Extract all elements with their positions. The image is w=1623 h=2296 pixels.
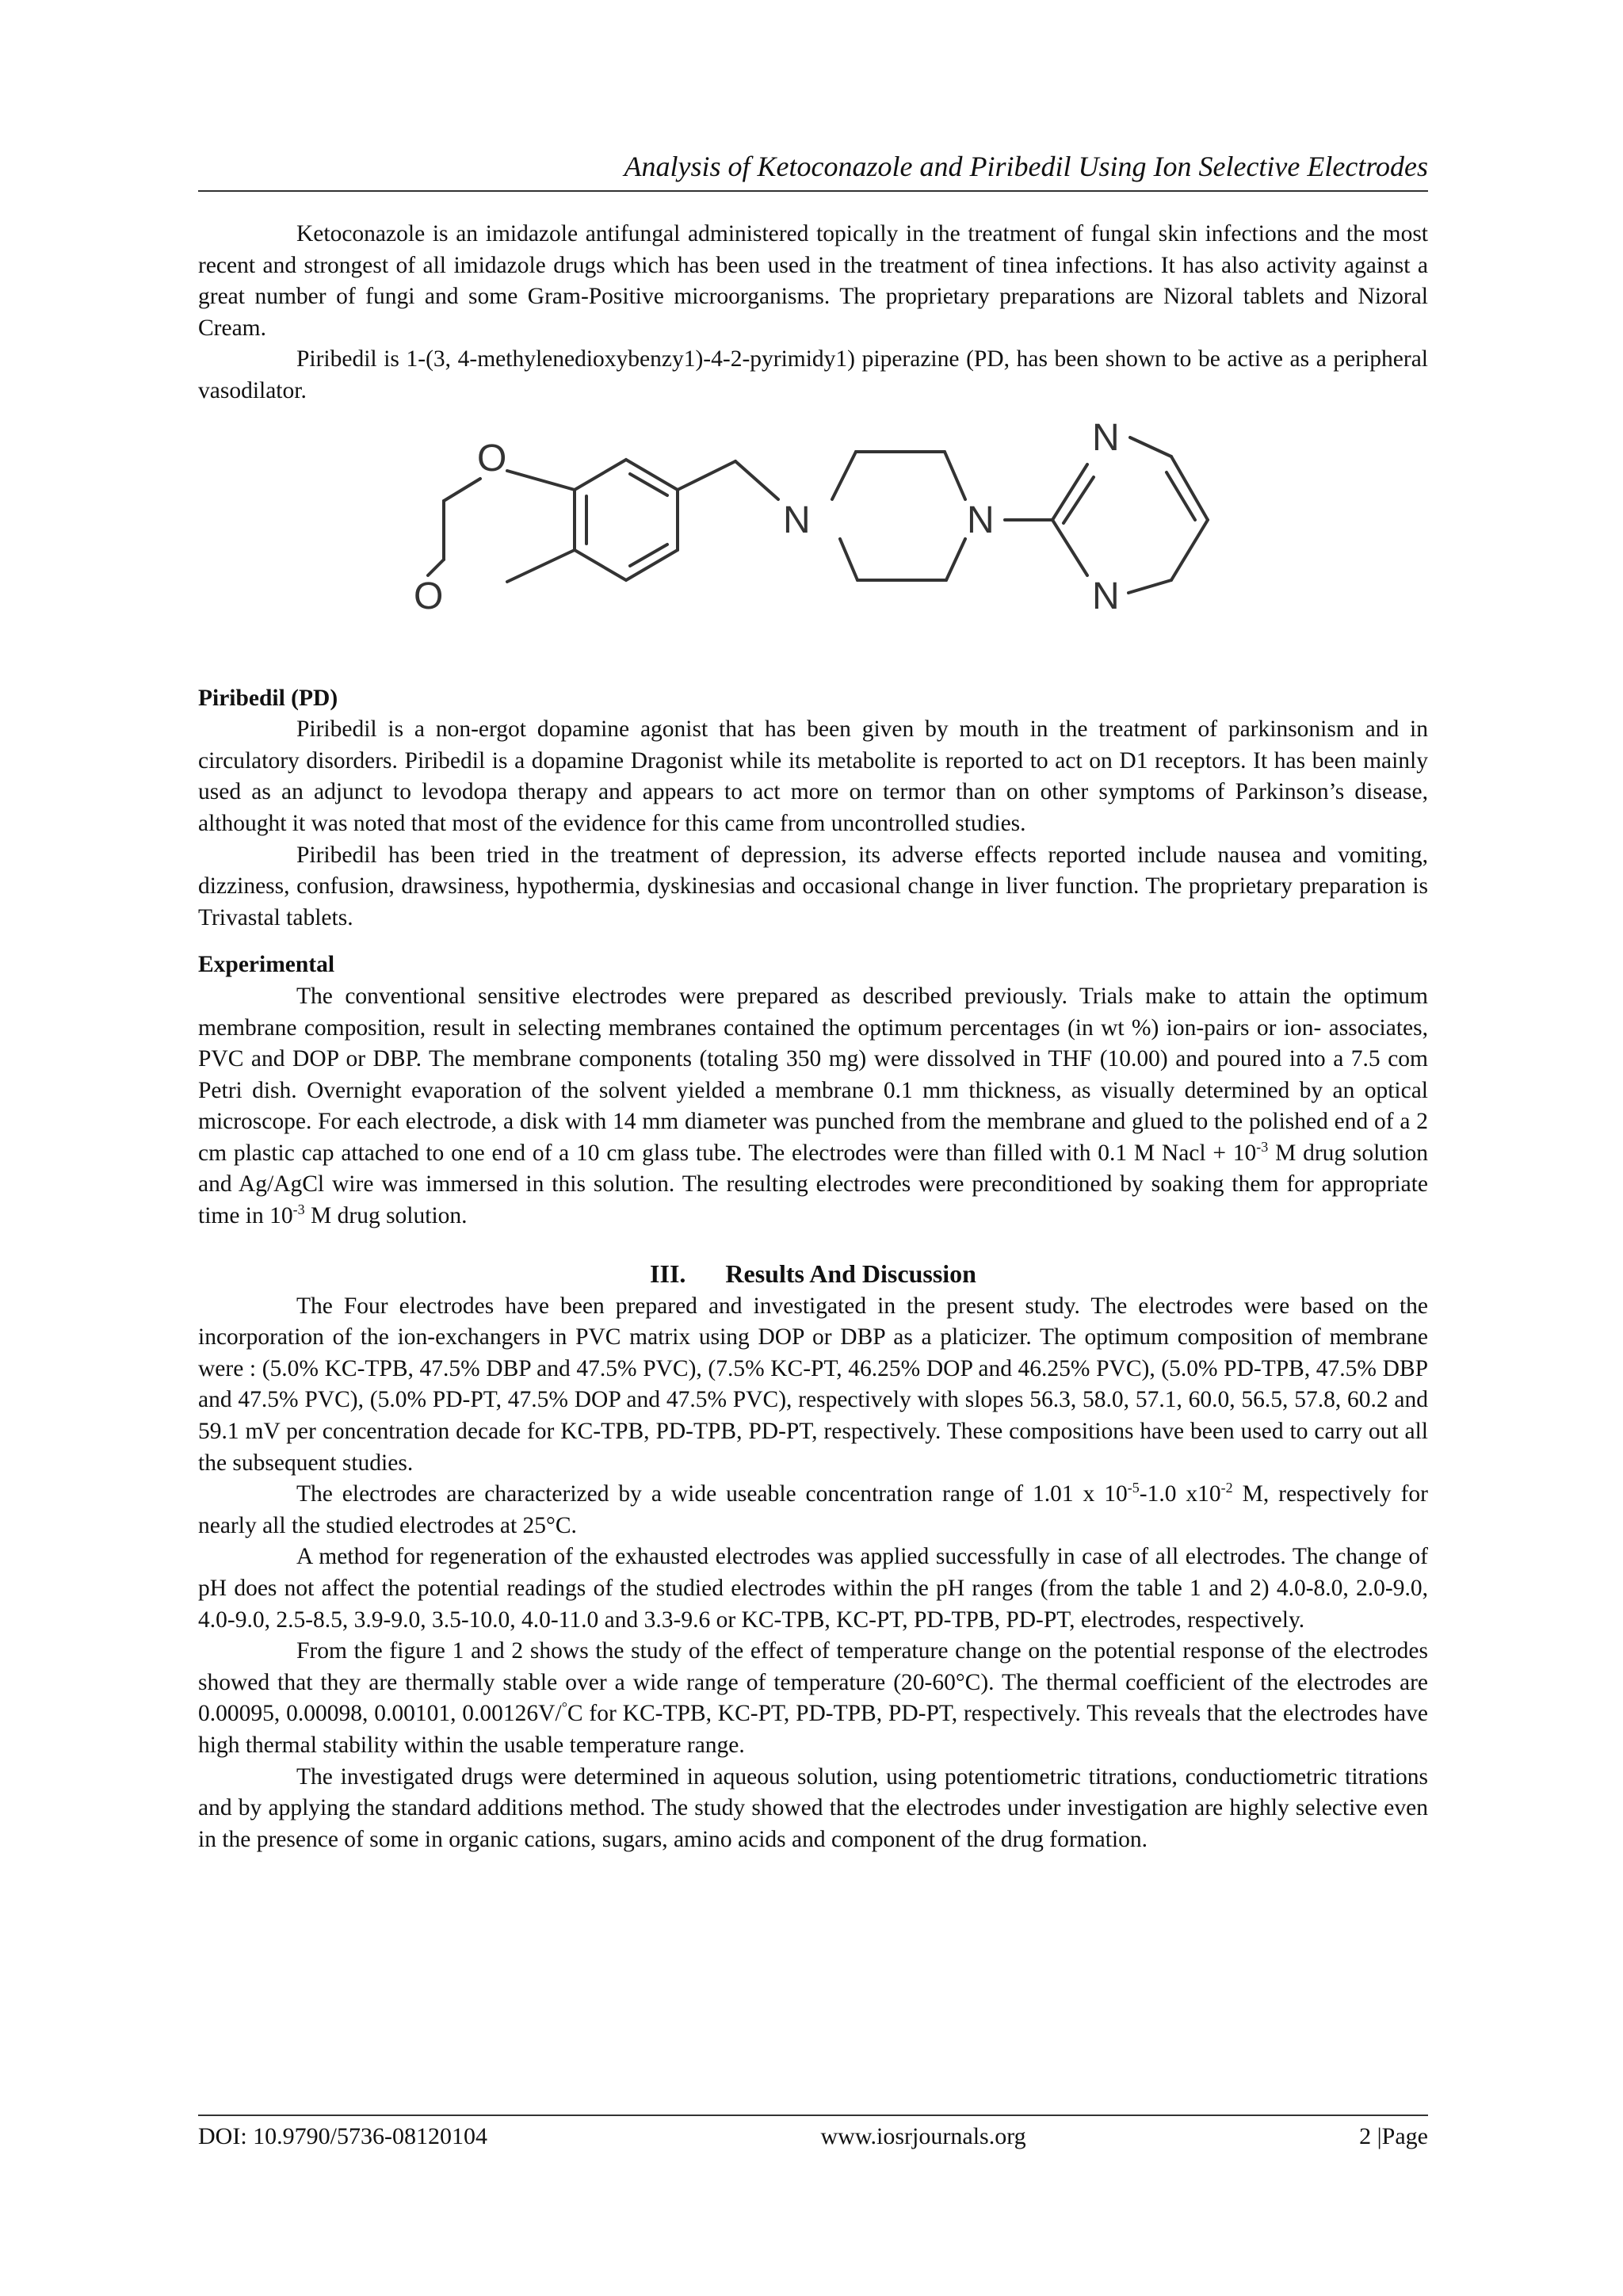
paragraph-piribedil-2: Piribedil has been tried in the treatment of depression, its adverse effects reported include nausea and vomiting, dizziness, confusion, drawsiness, hypothermia, dyskinesias and occasional change in liver function. The proprietary preparation is Trivastal tablets. xyxy=(198,842,1428,930)
results-2-text-a: The electrodes are characterized by a wide useable concentration range of 1.01 x 10 xyxy=(296,1481,1128,1507)
section-number: III. xyxy=(650,1259,686,1288)
heading-piribedil: Piribedil (PD) xyxy=(198,685,338,711)
paragraph-experimental xyxy=(198,981,1428,1232)
atom-label-n4: N xyxy=(1092,575,1120,617)
paragraph-results-3: A method for regeneration of the exhausted electrodes was applied successfully in case of all electrodes. The change of pH does not affect the potential readings of the studied electrodes within the pH ranges (from the table 1 and 2) 4.0-8.0, 2.0-9.0, 4.0-9.0, 2.5-8.5, 3.9-9.0, 3.5-10.0, 4.0-11.0 and 3.3-9.6 or KC-TPB, KC-PT, PD-TPB, PD-PT, electrodes, respectively. xyxy=(198,1544,1428,1633)
running-header: Analysis of Ketoconazole and Piribedil Using Ion Selective Electrodes xyxy=(624,151,1428,182)
paragraph-results-2 xyxy=(198,1479,1428,1541)
benzene-ring xyxy=(575,460,678,580)
experimental-superscript-2: -3 xyxy=(292,1201,305,1218)
results-4-degree-superscript: ° xyxy=(561,1699,567,1716)
main-body xyxy=(198,219,1428,1855)
heading-experimental: Experimental xyxy=(198,952,335,978)
paragraph-results-4 xyxy=(198,1636,1428,1761)
experimental-text-b: M drug solution and Ag/AgCl wire was immersed in this solution. The resulting electrodes were preconditioned by soaking them for appropriate time in 10 xyxy=(198,1140,1429,1229)
atom-label-n1: N xyxy=(783,499,811,541)
experimental-text-c: M drug solution. xyxy=(304,1203,468,1229)
results-2-superscript-2: -2 xyxy=(1220,1480,1233,1496)
results-4-text-b: C for KC-TPB, KC-PT, PD-TPB, PD-PT, respectively. This reveals that the electrodes have high thermal stability within the usable temperature range. xyxy=(198,1701,1428,1758)
piribedil-structure-figure xyxy=(198,412,1428,666)
page-footer xyxy=(198,2121,1428,2153)
results-2-superscript-1: -5 xyxy=(1127,1480,1140,1496)
results-4-text-a: From the figure 1 and 2 shows the study of the effect of temperature change on the potential response of the electrodes showed that they are thermally stable over a wide range of temperature (20-60°C). The thermal coefficient of the electrodes are 0.00095, 0.00098, 0.00101, 0.00126V/ xyxy=(198,1638,1428,1727)
paragraph-piribedil-definition: Piribedil is 1-(3, 4-methylenedioxybenzy1)-4-2-pyrimidy1) piperazine (PD, has been shown to be active as a peripheral vasodilator. xyxy=(198,346,1428,403)
section-title xyxy=(198,1256,1428,1291)
section-title-text: Results And Discussion xyxy=(725,1259,976,1288)
atom-label-n3: N xyxy=(1092,416,1120,459)
results-2-text-c: M, respectively for nearly all the studied electrodes at 25°C. xyxy=(198,1481,1428,1538)
footer-doi: DOI: 10.9790/5736-08120104 xyxy=(198,2123,487,2149)
experimental-text-a: The conventional sensitive electrodes were prepared as described previously. Trials make to attain the optimum membrane composition, result in selecting membranes contained the optimum percentages (in wt %) ion-pairs or ion- associates, PVC and DOP or DBP. The membrane components (totaling 350 mg) were dissolved in THF (10.00) and poured into a 7.5 com Petri dish. Overnight evaporation of the solvent yielded a membrane 0.1 mm thickness, as visually determined by an optical microscope. For each electrode, a disk with 14 mm diameter was punched from the membrane and glued to the polished end of a 2 cm plastic cap attached to one end of a 10 cm glass tube. The electrodes were than filled with 0.1 M Nacl + 10 xyxy=(198,983,1428,1166)
footer-website: www.iosrjournals.org xyxy=(820,2123,1026,2149)
header-rule xyxy=(198,190,1428,192)
atom-label-n2: N xyxy=(967,499,995,541)
paragraph-ketoconazole: Ketoconazole is an imidazole antifungal administered topically in the treatment of fungal skin infections and the most recent and strongest of all imidazole drugs which has been used in the treatment of tinea infections. It has also activity against a great number of fungi and some Gram-Positive microorganisms. The proprietary preparations are Nizoral tablets and Nizoral Cream. xyxy=(198,221,1428,341)
footer-rule xyxy=(198,2115,1428,2116)
paragraph-results-5: The investigated drugs were determined in aqueous solution, using potentiometric titrations, conductiometric titrations and by applying the standard additions method. The study showed that the electrodes under investigation are highly selective even in the presence of some in organic cations, sugars, amino acids and component of the drug formation. xyxy=(198,1763,1428,1852)
atom-label-o1: O xyxy=(477,437,507,479)
results-2-text-b: -1.0 x10 xyxy=(1139,1481,1221,1507)
footer-page-number: 2 |Page xyxy=(1359,2123,1428,2149)
paragraph-results-1: The Four electrodes have been prepared and investigated in the present study. The electrodes were based on the incorporation of the ion-exchangers in PVC matrix using DOP or DBP as a platicizer. The optimum composition of membrane were : (5.0% KC-TPB, 47.5% DBP and 47.5% PVC), (7.5% KC-PT, 46.25% DOP and 46.25% PVC), (5.0% PD-TPB, 47.5% DBP and 47.5% PVC), (5.0% PD-PT, 47.5% DOP and 47.5% PVC), respectively with slopes 56.3, 58.0, 57.1, 60.0, 56.5, 57.8, 60.2 and 59.1 mV per concentration decade for KC-TPB, PD-TPB, PD-PT, respectively. These compositions have been used to carry out all the subsequent studies. xyxy=(198,1293,1428,1476)
piribedil-structure-drawing xyxy=(412,412,1220,666)
experimental-superscript-1: -3 xyxy=(1256,1139,1269,1156)
atom-label-o2: O xyxy=(414,575,444,617)
paragraph-piribedil-1: Piribedil is a non-ergot dopamine agonist that has been given by mouth in the treatment of parkinsonism and in circulatory disorders. Piribedil is a dopamine Dragonist while its metabolite is reported to act on D1 receptors. It has been mainly used as an adjunct to levodopa therapy and appears to act more on termor than on other symptoms of Parkinson’s disease, althought it was noted that most of the evidence for this came from uncontrolled studies. xyxy=(198,716,1428,836)
